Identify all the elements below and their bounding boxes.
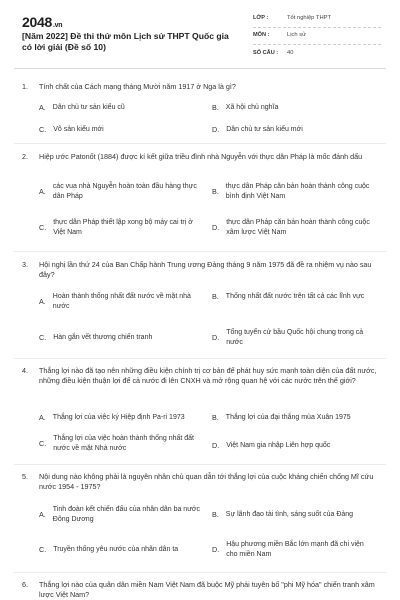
option-letter: C.: [39, 545, 47, 555]
option-d[interactable]: [212, 441, 382, 451]
option-b[interactable]: [212, 413, 382, 423]
exam-meta: [253, 11, 381, 62]
option-a[interactable]: [39, 103, 209, 113]
option-text: Tinh đoàn kết chiến đấu của nhân dân ba nước Đông Dương: [52, 506, 200, 524]
logo-tld: .vn: [52, 22, 63, 29]
option-text: Dân chủ tư sản kiểu cũ: [52, 104, 125, 111]
option-c[interactable]: [39, 434, 209, 454]
option-text: Xã hội chủ nghĩa: [225, 104, 279, 111]
meta-subject-value: Lịch sử: [287, 32, 307, 39]
option-c[interactable]: [39, 333, 209, 343]
header-divider: [14, 68, 386, 69]
option-b[interactable]: [212, 510, 382, 520]
meta-subject-label: MÔN :: [253, 32, 270, 39]
option-c[interactable]: [39, 218, 209, 238]
option-text: Sự lãnh đạo tài tình, sáng suốt của Đảng: [225, 511, 354, 518]
option-letter: C.: [39, 223, 47, 233]
option-text: thực dân Pháp thiết lập xong bộ máy cai trị ở Việt Nam: [53, 219, 193, 237]
question-text: Hiệp ước Patonốt (1884) được kí kết giữa triều đình nhà Nguyễn với thực dân Pháp là mốc đánh dấu: [39, 152, 363, 161]
meta-class-row: [253, 11, 381, 28]
option-a[interactable]: [39, 292, 209, 312]
meta-subject-row: [253, 28, 381, 45]
option-a[interactable]: [39, 505, 209, 525]
question-text: Nội dung nào không phải là nguyên nhân chủ quan dẫn tới thắng lợi của cuộc kháng chiến chống Mĩ cứu nước 1954 - 1975?: [39, 472, 374, 492]
site-logo[interactable]: [22, 13, 62, 32]
question-text: Hội nghị lần thứ 24 của Ban Chấp hành Trung ương Đảng tháng 9 năm 1975 đã đề ra nhiệm vụ nào sau đây?: [39, 260, 372, 280]
option-letter: D.: [212, 441, 220, 451]
question-divider: [14, 143, 386, 144]
option-text: Thống nhất đất nước trên tất cả các lĩnh vực: [225, 293, 365, 300]
question-number: 3.: [22, 260, 28, 269]
option-text: Thắng lợi của việc hoàn thành thống nhất đất nước về mặt Nhà nước: [53, 435, 194, 453]
question-number: 4.: [22, 366, 28, 375]
option-b[interactable]: [212, 292, 382, 302]
option-text: Tổng tuyển cử bầu Quốc hội chung trong cả nước: [226, 329, 364, 347]
option-text: thực dân Pháp căn bản hoàn thành công cuộc bình định Việt Nam: [225, 183, 370, 201]
option-letter: B.: [212, 292, 219, 302]
question-text: Thắng lợi nào đã tạo nên những điều kiện chính trị cơ bản để phát huy sức mạnh toàn diện của đất nước, những điều kiện thuận lợi để cả nước đi lên CNXH và mở rộng quan hệ với các nước trên thế giới?: [39, 366, 377, 386]
option-letter: D.: [212, 223, 220, 233]
question-number: 1.: [22, 82, 28, 91]
option-text: Thắng lợi của đại thắng mùa Xuân 1975: [225, 414, 351, 421]
option-letter: C.: [39, 125, 47, 135]
option-a[interactable]: [39, 182, 209, 202]
option-d[interactable]: [212, 125, 382, 135]
option-letter: D.: [212, 333, 220, 343]
option-text: Việt Nam gia nhập Liên hợp quốc: [226, 442, 331, 449]
meta-count-row: [253, 45, 381, 62]
option-letter: A.: [39, 297, 46, 307]
question-text: Thắng lợi nào của quân dân miền Nam Việt Nam đã buộc Mỹ phải tuyên bố "phi Mỹ hóa" chiến tranh xâm lược Việt Nam?: [39, 580, 375, 600]
option-letter: D.: [212, 545, 220, 555]
option-text: Dân chủ tư sản kiểu mới: [226, 126, 303, 133]
option-a[interactable]: [39, 413, 209, 423]
question-divider: [14, 251, 386, 252]
option-b[interactable]: [212, 182, 382, 202]
option-text: các vua nhà Nguyễn hoàn toàn đầu hàng thực dân Pháp: [52, 183, 197, 201]
exam-title: [Năm 2022] Đề thi thử môn Lịch sử THPT Quốc gia có lời giải (Đề số 10): [22, 31, 229, 53]
question-divider: [14, 358, 386, 359]
question-number: 2.: [22, 152, 28, 161]
option-letter: B.: [212, 510, 219, 520]
option-text: Thắng lợi của việc ký Hiệp định Pa-ri 1973: [52, 414, 185, 421]
option-b[interactable]: [212, 103, 382, 113]
option-letter: D.: [212, 125, 220, 135]
option-c[interactable]: [39, 545, 209, 555]
option-d[interactable]: [212, 218, 382, 238]
option-letter: B.: [212, 187, 219, 197]
option-letter: A.: [39, 187, 46, 197]
meta-count-label: SỐ CÂU :: [253, 49, 279, 56]
option-letter: C.: [39, 333, 47, 343]
option-text: Truyền thống yêu nước của nhân dân ta: [53, 546, 179, 553]
question-divider: [14, 572, 386, 573]
option-letter: C.: [39, 439, 47, 449]
option-letter: A.: [39, 103, 46, 113]
option-letter: A.: [39, 413, 46, 423]
option-text: Vô sản kiểu mới: [53, 126, 104, 133]
question-text: Tính chất của Cách mạng tháng Mười năm 1917 ở Nga là gì?: [39, 82, 236, 91]
exam-header: [0, 0, 400, 64]
option-d[interactable]: [212, 540, 382, 560]
option-text: Hàn gắn vết thương chiến tranh: [53, 334, 153, 341]
option-text: Hoàn thành thống nhất đất nước về mặt nhà nước: [52, 293, 191, 311]
meta-class-label: LỚP :: [253, 15, 269, 22]
meta-count-value: 40: [287, 49, 294, 56]
meta-class-value: Tốt nghiệp THPT: [287, 15, 332, 22]
option-letter: B.: [212, 103, 219, 113]
option-text: Hậu phương miền Bắc lớn mạnh đã chi viện cho miền Nam: [226, 541, 364, 559]
question-number: 6.: [22, 580, 28, 589]
question-divider: [14, 464, 386, 465]
logo-main: 2048: [22, 14, 52, 30]
option-d[interactable]: [212, 328, 382, 348]
option-letter: A.: [39, 510, 46, 520]
question-number: 5.: [22, 472, 28, 481]
option-c[interactable]: [39, 125, 209, 135]
option-text: thực dân Pháp căn bản hoàn thành công cuộc xâm lược Việt Nam: [226, 219, 370, 237]
option-letter: B.: [212, 413, 219, 423]
